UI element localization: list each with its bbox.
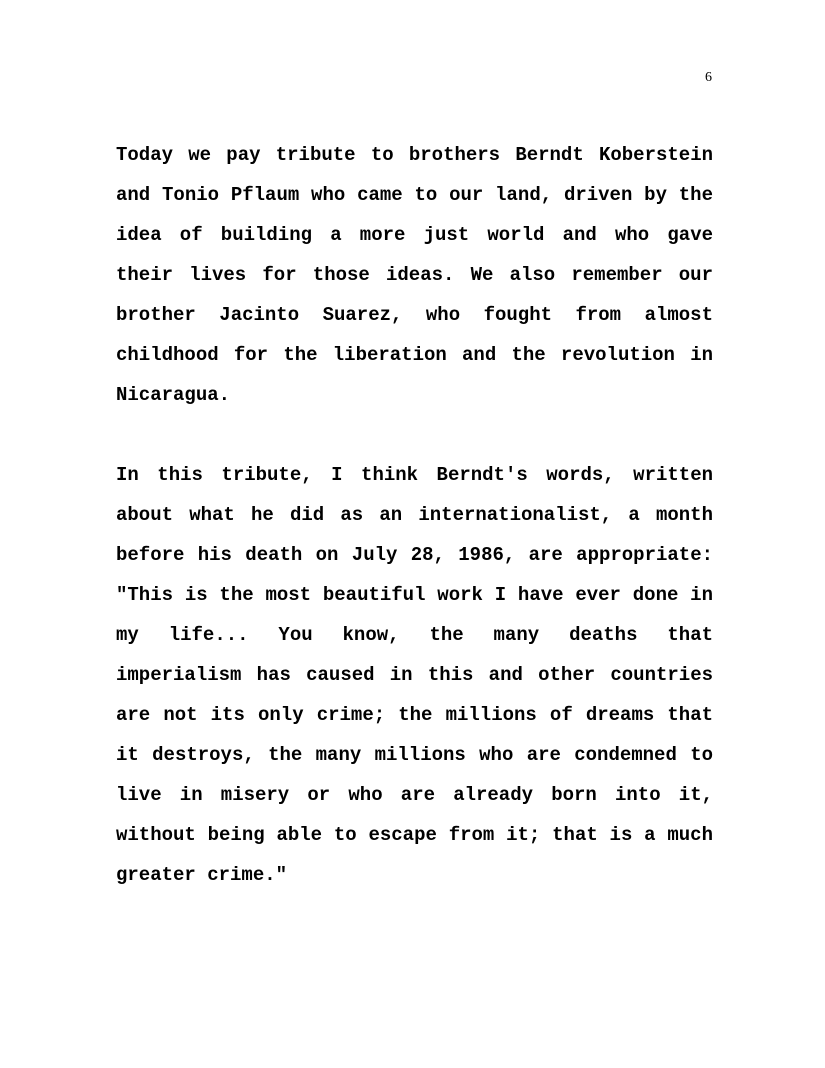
paragraph-quote: In this tribute, I think Berndt's words, written about what he did as an internationalist, a month before his death on July 28, 1986, are appropriate: "This is the most beautiful work I have ever done in my life... You know, the many deaths that imperialism has caused in this and other countries are not its only crime; the millions of dreams that it destroys, the many millions who are condemned to live in misery or who are already born into it, without being able to escape from it; that is a much greater crime." bbox=[116, 464, 713, 886]
page-number: 6 bbox=[705, 70, 712, 85]
paragraph-tribute: Today we pay tribute to brothers Berndt Koberstein and Tonio Pflaum who came to our land, driven by the idea of building a more just world and who gave their lives for those ideas. We also remember our brother Jacinto Suarez, who fought from almost childhood for the liberation and the revolution in Nicaragua. bbox=[116, 144, 713, 406]
